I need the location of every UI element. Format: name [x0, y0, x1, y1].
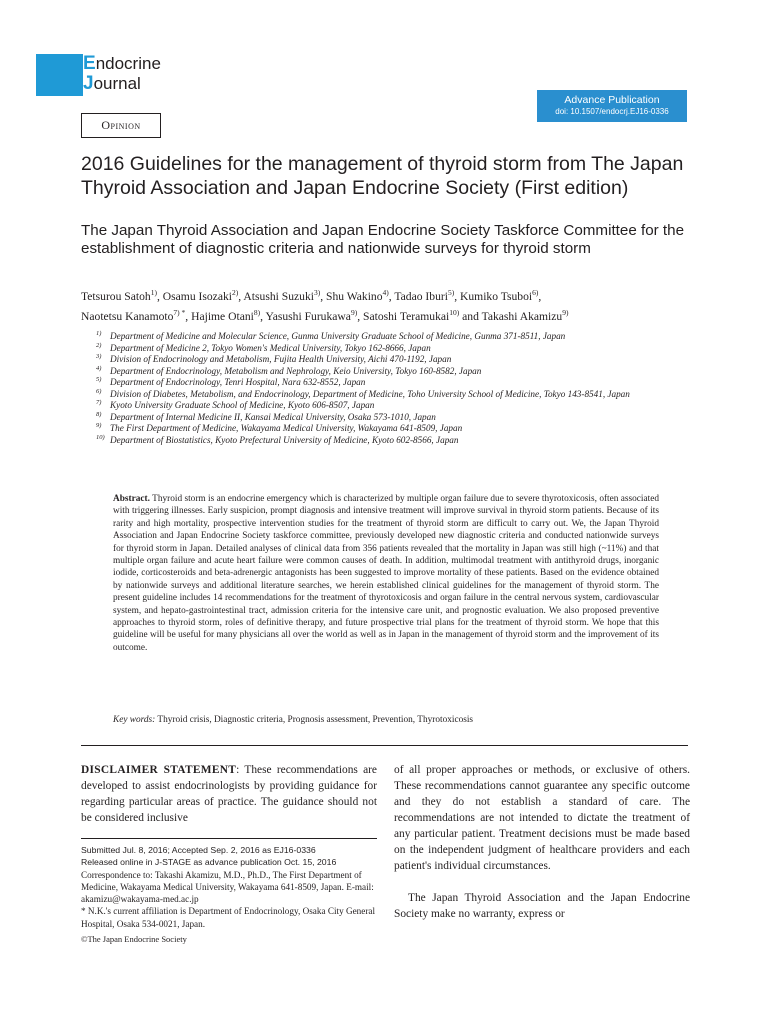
- author-affiliation-marker: 2): [232, 288, 239, 297]
- author-name: Kumiko Tsuboi: [460, 289, 533, 303]
- affiliation-item: [96, 366, 686, 378]
- affiliation-text: Department of Internal Medicine II, Kansai Medical University, Osaka 573-1010, Japan: [110, 411, 436, 422]
- copyright-note: ©The Japan Endocrine Society: [81, 934, 187, 945]
- keywords-label: Key words:: [113, 715, 156, 725]
- right-column-para-2: The Japan Thyroid Association and the Japan Endocrine Society make no warranty, express or: [394, 892, 690, 920]
- affiliation-number: 1): [96, 330, 102, 337]
- affiliation-number: 4): [96, 364, 102, 372]
- author-name: Satoshi Teramukai: [363, 310, 450, 324]
- footnotes: [81, 844, 377, 945]
- affiliation-item: [96, 412, 686, 424]
- affiliation-item: [96, 400, 686, 412]
- keywords: [113, 714, 659, 726]
- author-separator: ,: [320, 289, 327, 303]
- released-note: Released online in J-STAGE as advance publication Oct. 15, 2016: [81, 857, 337, 868]
- author-affiliation-marker: 4): [382, 288, 389, 297]
- affiliation-text: Division of Endocrinology and Metabolism, Fujita Health University, Aichi 470-1192, Japan: [110, 354, 452, 364]
- journal-logo[interactable]: [83, 54, 161, 94]
- correspondence-note: Correspondence to: Takashi Akamizu, M.D., Ph.D., The First Department of Medicine, Wakayama Medical University, Wakayama 641-8509, Japan. E-mail: akamizu@wakayama-med.ac.jp: [81, 869, 374, 905]
- abstract-text: Thyroid storm is an endocrine emergency which is characterized by multiple organ failure due to severe thyrotoxicosis, often associated with triggering illnesses. Early suspicion, prompt diagnosis and intensive treatment will improve survival in thyroid storm patients. Because of its rarity and high mortality, prospective intervention studies for the treatment of thyroid storm are difficult to carry out. We, the Japan Thyroid Association and Japan Endocrine Society taskforce committee, previously developed new diagnostic criteria and conducted nationwide surveys for thyroid storm in Japan. Detailed analyses of clinical data from 356 patients revealed that the mortality in Japan was still high (~11%) and that multiple organ failure and acute heart failure were common causes of death. In addition, multimodal treatment with antithyroid drugs, inorganic iodide, corticosteroids and beta-adrenergic antagonists has been suggested to improve mortality of these patients. Based on the evidence obtained by nationwide surveys and additional literature searches, we herein established clinical guidelines for the management of thyroid storm. The present guideline includes 14 recommendations for the treatment of thyrotoxicosis and organ failure in the central nervous system, cardiovascular system, and hepato-gastrointestinal tract, admission criteria for the intensive care unit, and prognostic evaluation. We also proposed preventive approaches to thyroid storm, roles of definitive therapy, and future prospective trial plans for the treatment of thyroid storm. We hope that this guideline will be useful for many physicians all over the world as well as in Japan in the management of thyroid storm and the improvement of its outcome.: [113, 494, 660, 653]
- journal-logo-block: [36, 54, 83, 96]
- article-subtitle: The Japan Thyroid Association and Japan Endocrine Society Taskforce Committee for the establishment of diagnostic criteria and nationwide surveys for thyroid storm: [81, 222, 685, 257]
- author-name: Naotetsu Kanamoto: [81, 310, 174, 324]
- author-affiliation-marker: 9): [350, 308, 358, 318]
- affiliation-number: 10): [96, 433, 105, 441]
- abstract-label: Abstract.: [113, 494, 150, 504]
- abstract: [113, 493, 659, 654]
- advance-publication-badge: [537, 90, 687, 122]
- author-affiliation-marker: 8): [253, 308, 261, 318]
- affiliation-number: 2): [96, 341, 102, 349]
- affiliation-text: The First Department of Medicine, Wakayama Medical University, Wakayama 641-8509, Japan: [110, 423, 463, 433]
- author-separator: ,: [185, 310, 192, 324]
- right-column-para-1: of all proper approaches or methods, or exclusive of others. These recommendations cannot guarantee any specific outcome and they do not establish a standard of care. The recommendations are not intended to dictate the treatment of any particular patient. Treatment decisions must be made based on the independent judgment of healthcare providers and each patient's individual circumstances.: [394, 764, 690, 872]
- affiliation-number: 6): [96, 387, 102, 395]
- affiliation-text: Department of Endocrinology, Metabolism and Nephrology, Keio University, Tokyo 160-8582, Japan: [110, 365, 482, 376]
- author-affiliation-marker: 1): [150, 288, 157, 297]
- affiliation-number: 7): [96, 399, 102, 406]
- affiliation-text: Division of Diabetes, Metabolism, and Endocrinology, Department of Medicine, Toho University School of Medicine, Tokyo 143-8541, Japan: [110, 388, 630, 399]
- author-name: Tadao Iburi: [394, 289, 448, 303]
- author-name: Atsushi Suzuki: [243, 289, 314, 303]
- author-affiliation-marker: 10): [449, 308, 460, 318]
- affiliation-text: Kyoto University Graduate School of Medicine, Kyoto 606-8507, Japan: [110, 400, 375, 410]
- author-affiliation-marker: 5): [447, 288, 455, 297]
- logo-word-1: ndocrine: [95, 54, 161, 73]
- disclaimer-label: DISCLAIMER STATEMENT: [81, 764, 237, 776]
- section-tag: Opinion: [81, 113, 161, 138]
- author-separator: and: [459, 310, 482, 324]
- right-column: [394, 762, 690, 922]
- affiliation-text: Department of Medicine and Molecular Science, Gunma University Graduate School of Medicine, Gunma 371-8511, Japan: [110, 331, 566, 341]
- affiliation-item: [96, 377, 686, 389]
- affiliation-item: [96, 423, 686, 435]
- author-separator: ,: [260, 310, 266, 324]
- article-title: 2016 Guidelines for the management of thyroid storm from The Japan Thyroid Association and Japan Endocrine Society (First edition): [81, 153, 684, 199]
- keywords-text: Thyroid crisis, Diagnostic criteria, Prognosis assessment, Prevention, Thyrotoxicosis: [157, 715, 474, 725]
- author-list: [81, 285, 701, 326]
- doi-link[interactable]: doi: 10.1507/endocrj.EJ16-0336: [555, 107, 669, 116]
- disclaimer-text: : These recommendations are developed to assist endocrinologists by providing guidance for regarding particular areas of practice. The guidance should not be considered inclusive: [81, 764, 377, 824]
- author-separator: ,: [538, 289, 542, 303]
- affiliation-text: Department of Medicine 2, Tokyo Women's Medical University, Tokyo 162-8666, Japan: [110, 342, 431, 353]
- section-divider: [81, 745, 688, 746]
- author-name: Hajime Otani: [191, 310, 254, 324]
- footnote-divider: [81, 838, 377, 839]
- author-separator: ,: [156, 289, 163, 303]
- affiliation-number: 5): [96, 376, 102, 383]
- current-affiliation-note: * N.K.'s current affiliation is Department of Endocrinology, Osaka City General Hospital, Osaka 534-0021, Japan.: [81, 906, 376, 929]
- advance-label: Advance Publication: [564, 94, 660, 106]
- affiliation-item: [96, 389, 686, 401]
- author-affiliation-marker: 3): [313, 288, 321, 297]
- affiliation-number: 8): [96, 410, 102, 418]
- affiliation-item: [96, 331, 686, 343]
- logo-cap-j: J: [83, 73, 94, 94]
- author-name: Tetsurou Satoh: [81, 289, 151, 303]
- logo-word-2: ournal: [93, 74, 141, 93]
- affiliation-text: Department of Endocrinology, Tenri Hospital, Nara 632-8552, Japan: [110, 377, 366, 387]
- author-name: Takashi Akamizu: [481, 310, 563, 324]
- affiliation-item: [96, 435, 686, 447]
- author-affiliation-marker: 6): [532, 288, 539, 297]
- author-name: Yasushi Furukawa: [265, 310, 351, 324]
- affiliation-list: [96, 331, 686, 446]
- author-separator: ,: [454, 289, 461, 303]
- author-separator: ,: [238, 289, 244, 303]
- affiliation-number: 3): [96, 353, 102, 360]
- logo-cap-e: E: [83, 53, 96, 74]
- submitted-note: Submitted Jul. 8, 2016; Accepted Sep. 2, 2016 as EJ16-0336: [81, 845, 316, 855]
- affiliation-text: Department of Biostatistics, Kyoto Prefectural University of Medicine, Kyoto 602-8566, Japan: [110, 434, 459, 445]
- affiliation-number: 9): [96, 422, 102, 429]
- affiliation-item: [96, 354, 686, 366]
- author-separator: ,: [388, 289, 395, 303]
- affiliation-item: [96, 343, 686, 355]
- author-affiliation-marker: 9): [562, 308, 569, 318]
- author-name: Osamu Isozaki: [162, 289, 232, 303]
- author-name: Shu Wakino: [326, 289, 383, 303]
- author-separator: ,: [357, 310, 363, 324]
- disclaimer-column: [81, 762, 377, 826]
- author-affiliation-marker: 7) *: [173, 308, 186, 318]
